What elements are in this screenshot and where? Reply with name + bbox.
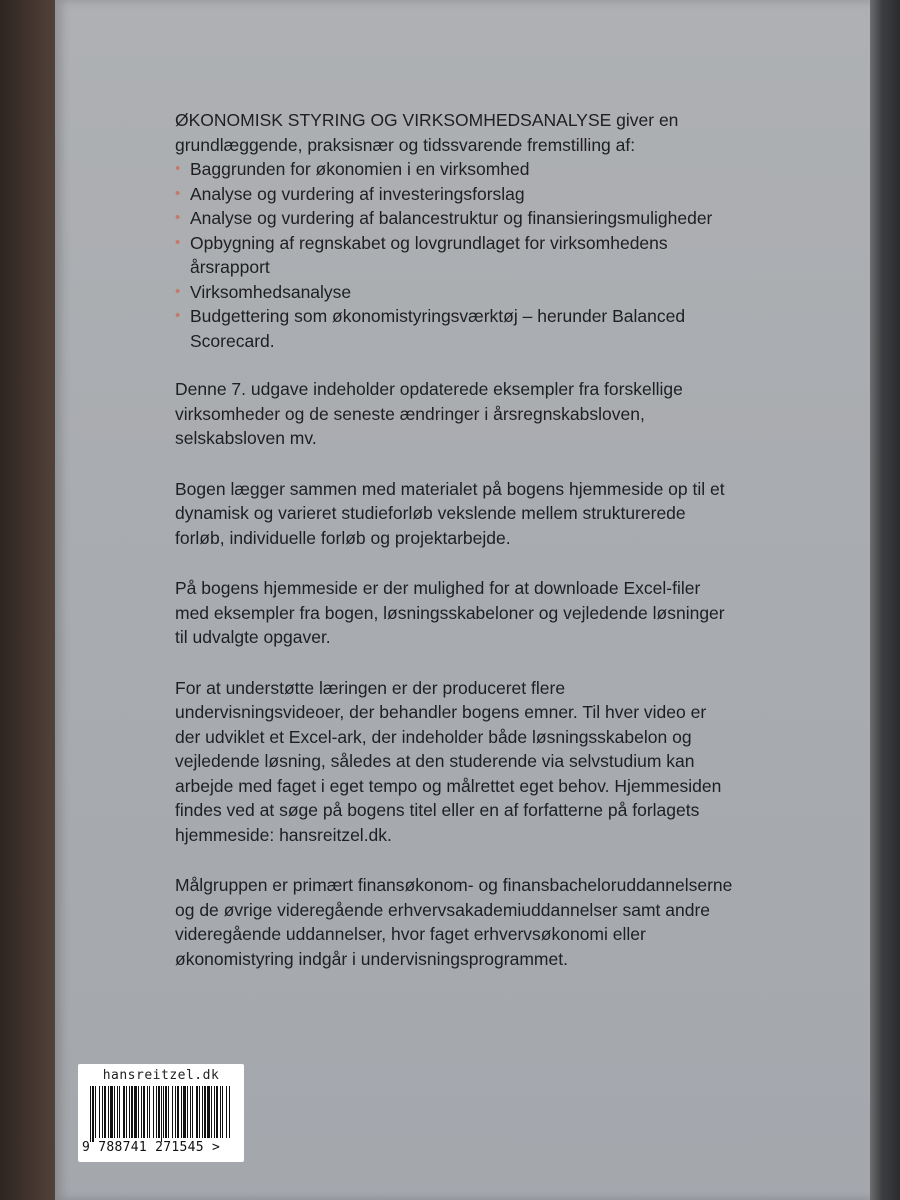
bullet-icon: • [175,233,181,251]
bullet-icon: • [175,209,181,226]
back-cover-text [175,108,735,971]
list-item: • Virksomhedsanalyse [175,280,735,305]
edition-paragraph: Denne 7. udgave indeholder opdaterede eksempler fra forskellige virksomheder og de seneste ændringer i årsregnskabsloven, selskabsloven mv. [175,379,683,448]
topic-list [175,157,735,353]
video-paragraph: For at understøtte læringen er der produceret flere undervisningsvideoer, der behandler bogens emner. Til hver video er der udviklet et Excel-ark, der indeholder både løsningsskabelon og vejledende løsning, således at den studerende via selvstudium kan arbejde med faget i eget tempo og målrettet eget behov. Hjemmesiden findes ved at søge på bogens titel eller en af forfatterne på forlagets hjemmeside: hansreitzel.dk. [175,677,722,845]
download-paragraph: På bogens hjemmeside er der mulighed for at downloade Excel-filer med eksempler fra bogen, løsningsskabeloner og vejledende løsninger til udvalgte opgaver. [175,578,725,647]
publisher-url: hansreitzel.dk [102,1068,220,1083]
list-item: • Baggrunden for økonomien i en virksomhed [175,157,735,182]
list-item: • Analyse og vurdering af investeringsforslag [175,182,735,207]
list-item: • Analyse og vurdering af balancestruktur og finansieringsmuligheder [175,206,735,231]
list-item: • Opbygning af regnskabet og lovgrundlaget for virksomhedens årsrapport [175,232,668,277]
barcode-label [78,1064,244,1162]
audience-paragraph: Målgruppen er primært finansøkonom- og finansbacheloruddannelserne og de øvrige videregående erhvervsakademiuddannelser samt andre videregående uddannelser, hvor faget erhvervsøkonomi eller økonomistyring indgår i undervisningsprogrammet. [175,875,733,969]
isbn-number: 9 788741 271545 > [82,1140,221,1155]
bullet-icon: • [175,282,181,300]
study-paragraph: Bogen lægger sammen med materialet på bogens hjemmeside op til et dynamisk og varieret studieforløb vekslende mellem strukturerede forløb, individuelle forløb og projektarbejde. [175,478,725,548]
bullet-icon: • [175,307,181,324]
barcode-arrow: > [212,1140,221,1155]
bullet-icon: • [175,160,181,177]
intro-paragraph: ØKONOMISK STYRING OG VIRKSOMHEDSANALYSE giver en grundlæggende, praksisnær og tidssvarende fremstilling af: [175,110,679,155]
book-spine-edge [870,0,900,1200]
bullet-icon: • [175,184,181,202]
barcode-icon [90,1086,232,1142]
list-item: • Budgettering som økonomistyringsværktøj – herunder Balanced Scorecard. [175,306,686,351]
